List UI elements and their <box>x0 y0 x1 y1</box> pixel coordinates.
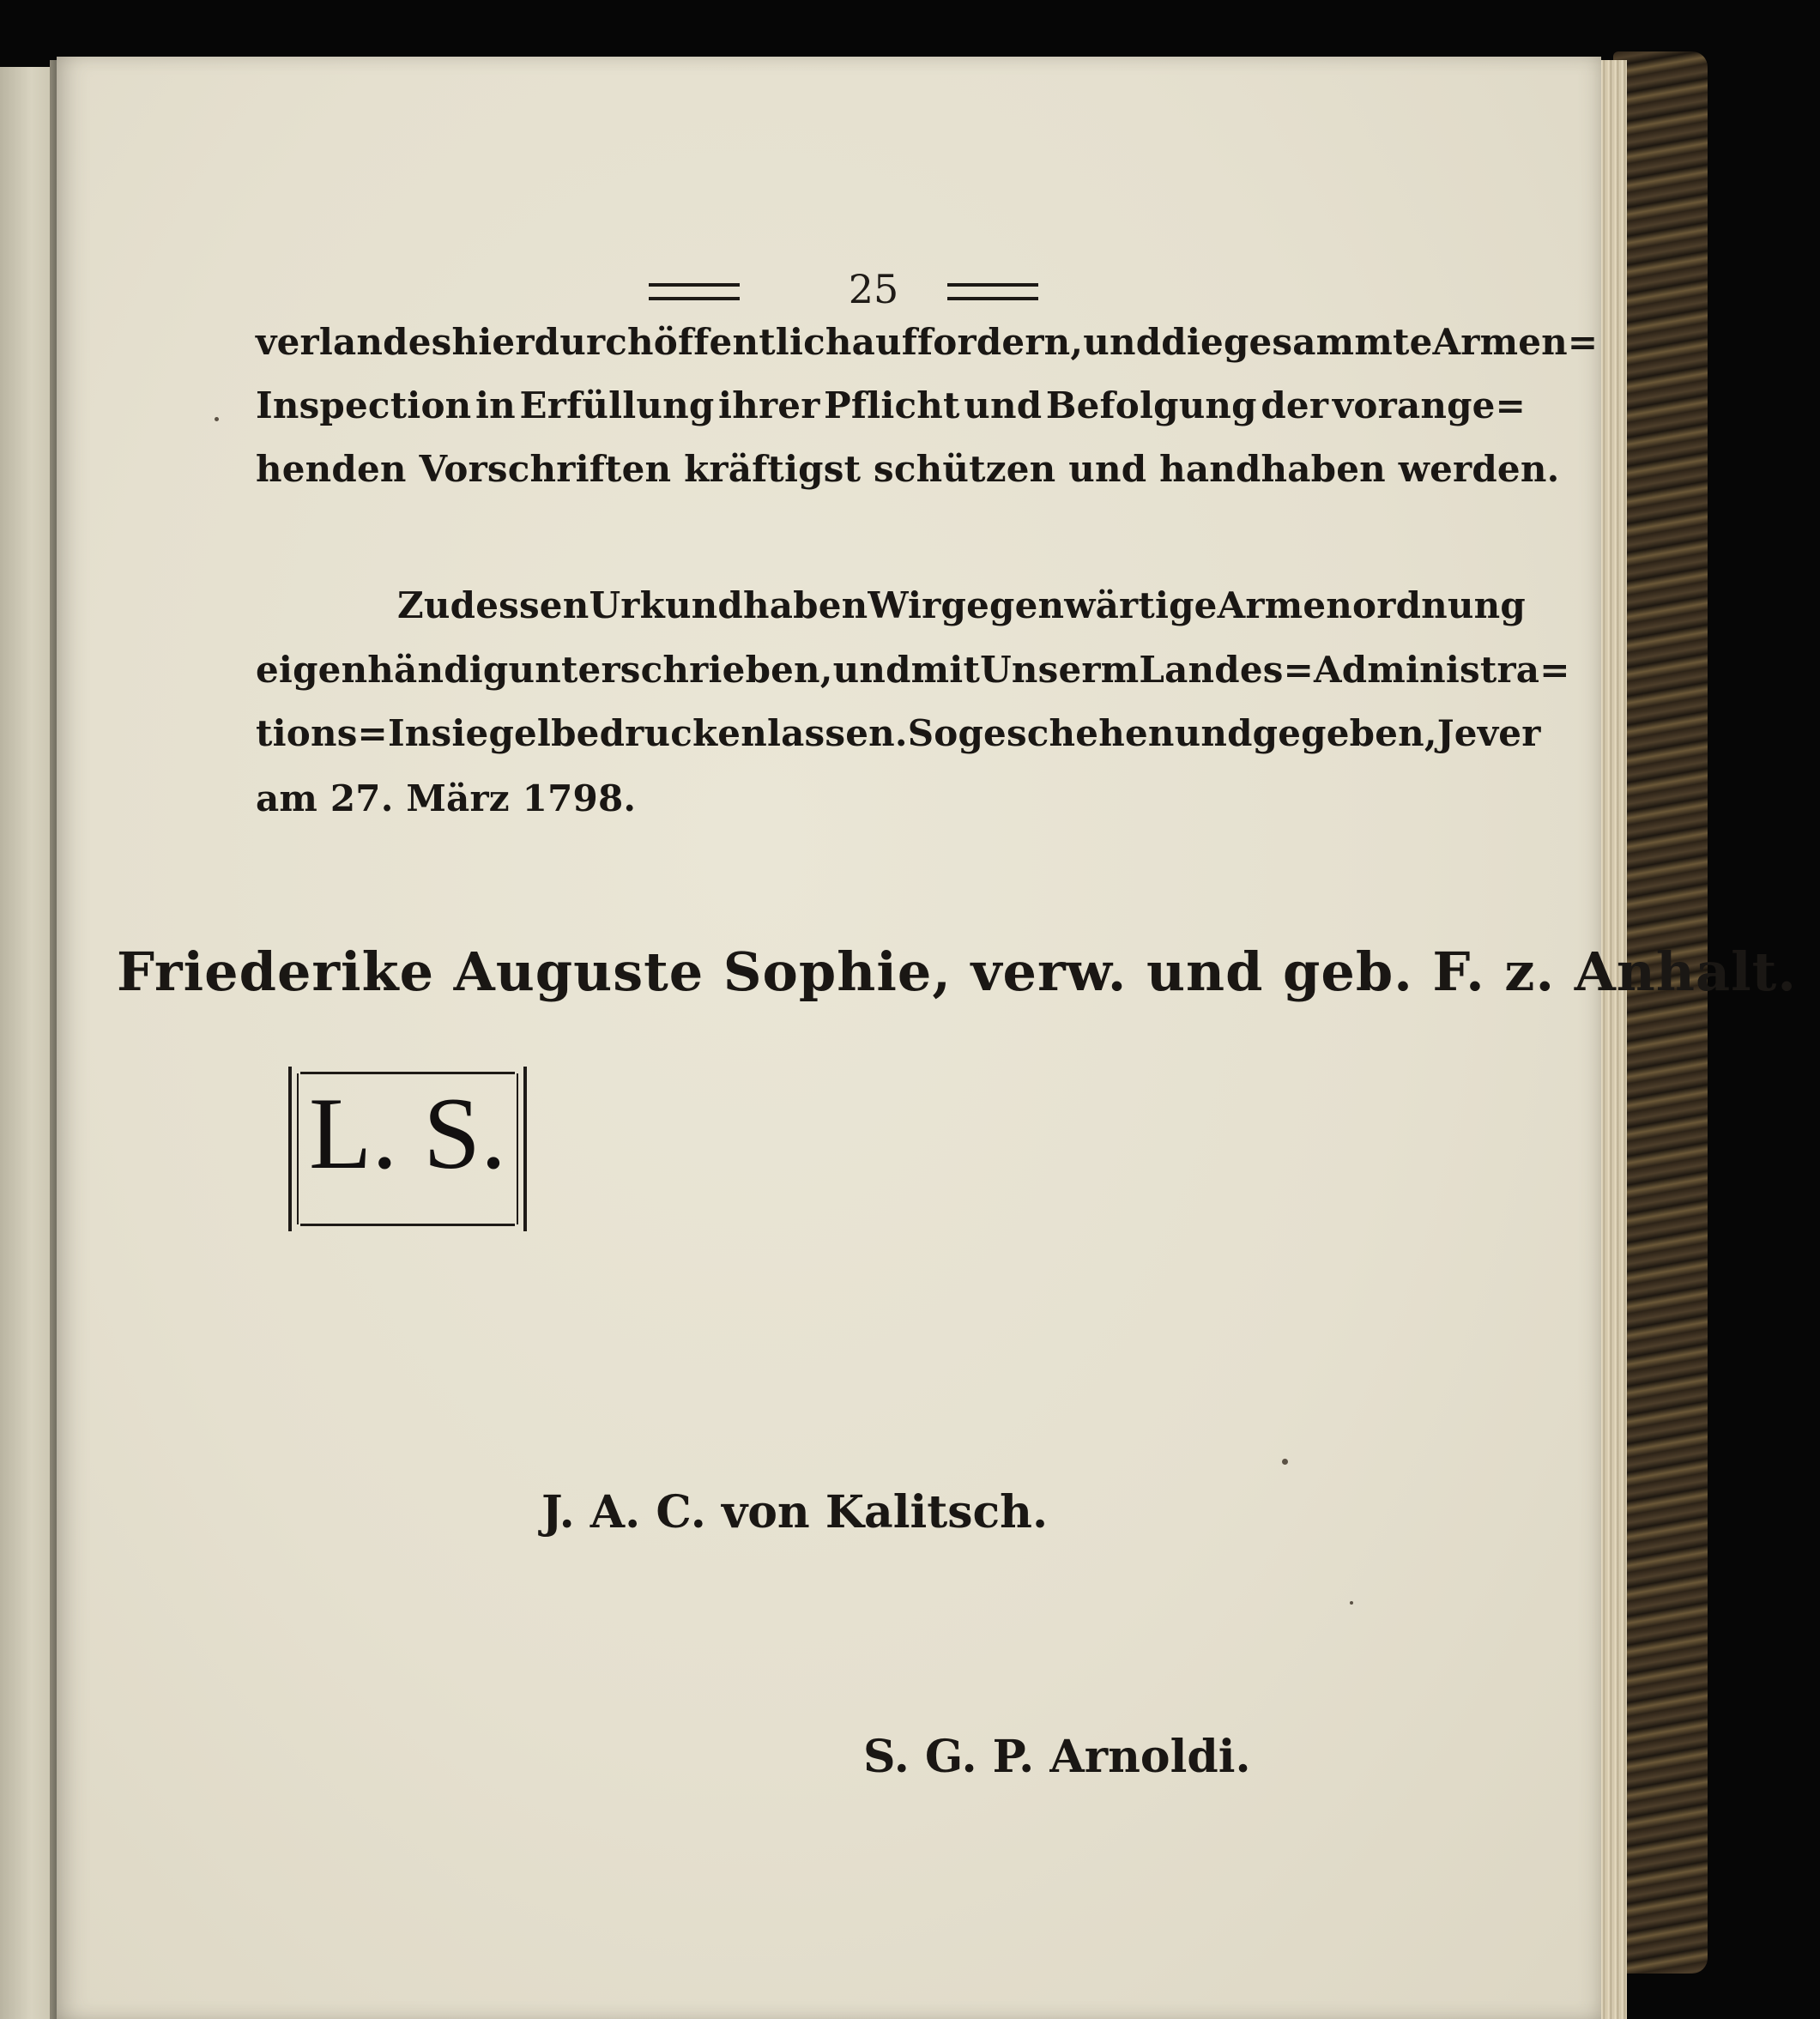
word: Inspection <box>256 384 472 426</box>
word: Erfüllung <box>519 384 715 426</box>
header-rule-left <box>649 283 740 300</box>
word: dessen <box>450 584 590 626</box>
signatory-name-main: Friederike Auguste Sophie, verw. und geb. F. z. Anhalt. <box>117 940 1797 1003</box>
previous-page-edge <box>0 67 57 2019</box>
paragraph-1-line-1 <box>256 321 1599 363</box>
word: Armen= <box>1432 321 1599 363</box>
word: öffentlich <box>653 321 852 363</box>
word: ihrer <box>718 384 820 426</box>
word: die <box>1161 321 1224 363</box>
word: Jever <box>1436 712 1541 754</box>
word: tions=Insiegel <box>256 712 552 754</box>
paper-speck <box>215 417 219 421</box>
paragraph-2-line-1 <box>397 584 1526 626</box>
paper-speck <box>1282 1459 1288 1465</box>
word: auffordern, <box>851 321 1084 363</box>
word: Zu <box>397 584 450 626</box>
word: Landes=Administra= <box>1139 649 1570 691</box>
word: und <box>964 384 1043 426</box>
word: So <box>907 712 958 754</box>
word: geschehen <box>958 712 1175 754</box>
word: Unserm <box>980 649 1140 691</box>
word: bedrucken <box>551 712 767 754</box>
countersignature-arnoldi: S. G. P. Arnoldi. <box>863 1731 1251 1783</box>
page-number: 25 <box>848 266 899 312</box>
word: Befolgung <box>1045 384 1257 426</box>
paragraph-1-line-2 <box>256 384 1526 426</box>
paragraph-2-line-3 <box>256 712 1541 754</box>
paper-speck <box>1350 1601 1353 1605</box>
page-header <box>649 266 1095 326</box>
word: verlandes <box>256 321 452 363</box>
word: vorange= <box>1332 384 1526 426</box>
paragraph-1-line-3: henden Vorschriften kräftigst schützen und handhaben werden. <box>256 448 1560 490</box>
word: und <box>1174 712 1253 754</box>
word: und <box>832 649 911 691</box>
word: hierdurch <box>451 321 654 363</box>
paragraph-2-line-4: am 27. März 1798. <box>256 777 637 819</box>
word: gesammte <box>1223 321 1433 363</box>
word: in <box>475 384 516 426</box>
word: gegeben, <box>1252 712 1437 754</box>
word: gegenwärtige <box>940 584 1218 626</box>
word: lassen. <box>766 712 908 754</box>
word: haben <box>743 584 868 626</box>
book-binding <box>1613 51 1708 1974</box>
countersignature-kalitsch: J. A. C. von Kalitsch. <box>541 1486 1049 1538</box>
seal-text: L. S. <box>308 1076 507 1190</box>
word: Wir <box>868 584 941 626</box>
word: Pflicht <box>824 384 960 426</box>
word: eigenhändig <box>256 649 509 691</box>
paragraph-2-line-2 <box>256 649 1570 691</box>
word: mit <box>910 649 981 691</box>
seal-box <box>288 1067 527 1231</box>
word: Urkund <box>589 584 743 626</box>
header-rule-right <box>947 283 1038 300</box>
word: Armenordnung <box>1217 584 1526 626</box>
word: der <box>1261 384 1329 426</box>
word: unterschrieben, <box>508 649 833 691</box>
word: und <box>1083 321 1162 363</box>
